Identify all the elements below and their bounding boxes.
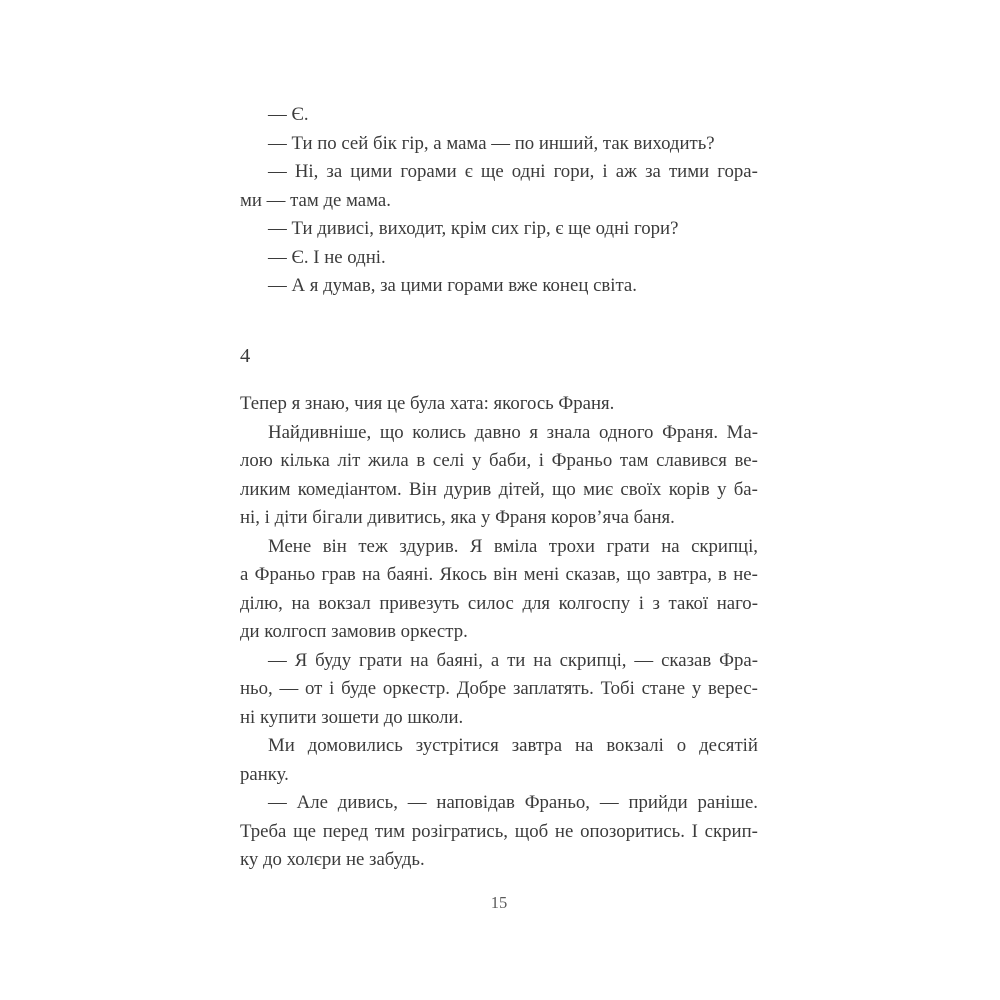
text-line [240,789,758,818]
word: трохи [548,535,595,557]
word: цими [350,161,393,182]
text-line [240,447,758,476]
word: я [529,421,539,443]
word: силос [467,592,514,614]
word: Франьо, [524,792,590,813]
word: славився [656,450,727,471]
word: на [661,535,680,557]
word: наго- [716,592,758,614]
word: горами [400,161,457,182]
text-line: ди колгосп замовив оркестр. [240,621,468,642]
word: — [268,161,287,182]
text-line: ранку. [240,763,289,785]
word: Ні, [294,161,319,182]
word: опозоритись. [580,820,685,842]
word: гора- [717,161,758,182]
word: в [718,564,727,585]
text-line: — Ти дивисі, виходит, крім сих гір, є ще одні гори? [268,218,679,239]
word: Мене [268,535,312,557]
word: за [645,161,661,182]
word: мені [523,564,560,585]
word: такої [668,592,709,614]
word: — [634,649,654,671]
word: Якось [439,564,487,585]
word: дітей, [498,478,545,500]
word: перед [322,820,369,842]
word: і [538,450,545,471]
word: щоб [514,820,549,842]
word: на [291,592,310,614]
section-block [240,390,758,875]
word: комедіантом. [297,478,402,500]
word: за [326,161,343,182]
word: не [554,820,574,842]
word: вокзалі [606,735,664,756]
word: баяні. [386,564,434,585]
word: у [691,678,702,699]
text-line: ні купити зошети до школи. [240,706,464,728]
word: своїх [620,478,662,500]
text-line [240,818,758,847]
text-line: — Ти по сей бік гір, а мама — по инший, так виходить? [268,132,715,154]
word: лою [240,450,273,471]
word: є [464,161,473,182]
text-line [240,533,758,562]
paragraph [240,101,758,130]
text-line [240,647,758,676]
text-line: ми — там де мама. [240,189,391,211]
word: — [407,792,427,813]
paragraph [240,390,758,419]
word: у [471,450,482,471]
word: — [268,649,287,671]
word: жила [367,450,409,471]
word: завтра [511,735,563,756]
word: вокзал [318,592,371,614]
word: знала [546,421,591,443]
word: а [240,564,249,585]
text-line [240,675,758,704]
section-heading: 4 [240,344,251,367]
word: сказав, [565,564,621,585]
word: о [676,735,687,756]
word: колись [412,421,466,443]
paragraph [240,158,758,215]
text-line: — Є. [268,104,309,125]
paragraph [240,244,758,273]
word: що [551,478,576,500]
text-line [240,419,758,448]
word: Франьо [254,564,316,585]
paragraph [240,419,758,533]
word: розігратись, [411,820,508,842]
word: вміла [493,535,538,557]
paragraph [240,272,758,301]
text-line: ку до холєри не забудь. [240,849,425,870]
word: сказав [661,649,712,671]
word: завтра, [656,564,712,585]
word: наповідав [436,792,515,813]
word: одні [511,161,546,182]
word: десятій [699,735,758,756]
word: на [574,735,594,756]
word: Але [296,792,328,813]
word: — [268,792,287,813]
word: привезуть [379,592,460,614]
word: теж [358,535,388,557]
word: в [416,450,426,471]
word: на [362,564,381,585]
word: що [626,564,651,585]
word: у [717,478,727,500]
paragraph [240,215,758,244]
word: він [322,535,347,557]
text-line [240,732,758,761]
paragraph [240,647,758,733]
word: буду [315,649,352,671]
word: Ми [268,735,295,756]
word: тими [668,161,710,182]
word: зустрітися [415,735,499,756]
word: і [602,161,608,182]
word: грати [359,649,403,671]
word: і [638,592,644,614]
word: ньо, [240,678,273,699]
word: селі [432,450,465,471]
word: стане [641,678,686,699]
text-content [240,101,758,875]
word: не- [733,564,758,585]
word: для [522,592,551,614]
word: от [305,678,323,699]
word: а [490,649,500,671]
word: дурив [444,478,492,500]
paragraph [240,789,758,875]
word: ще [480,161,504,182]
word: скрипці, [691,535,758,557]
word: ликим [240,478,291,500]
word: на [533,649,552,671]
word: скрип- [704,820,758,842]
word: прийди [628,792,688,813]
paragraph [240,732,758,789]
word: — [599,792,619,813]
word: ще [293,820,316,842]
word: літ [337,450,361,471]
word: верес- [708,678,758,699]
word: Тобі [600,678,635,699]
text-line: — А я думав, за цими горами вже конец світа. [268,275,637,296]
word: Франьо [551,450,613,471]
word: домовились [307,735,403,756]
word: раніше. [697,792,758,813]
word: з [652,592,660,614]
word: давно [474,421,521,443]
word: здурив. [399,535,459,557]
word: він [493,564,518,585]
word: миє [583,478,614,500]
paragraph [240,533,758,647]
word: кілька [280,450,330,471]
word: ба- [733,478,758,500]
word: Фра- [719,649,758,671]
word: — [279,678,299,699]
word: буде [341,678,377,699]
word: грати [606,535,650,557]
word: ве- [734,450,758,471]
word: баби, [488,450,532,471]
word: одного [598,421,654,443]
word: дивись, [337,792,398,813]
paragraph [240,130,758,159]
word: ти [507,649,526,671]
word: там [619,450,649,471]
word: на [410,649,429,671]
word: і [329,678,335,699]
text-line [240,158,758,187]
text-line: ні, і діти бігали дивитись, яка у Франя коров’яча баня. [240,507,675,528]
word: Я [469,535,483,557]
word: корів [668,478,710,500]
word: скрипці, [559,649,627,671]
page-number: 15 [490,893,508,912]
word: грав [321,564,356,585]
word: Він [408,478,437,500]
word: І [691,820,698,842]
word: заплатять. [512,678,594,699]
word: Треба [240,820,287,842]
word: ділю, [240,592,283,614]
word: баяні, [436,649,483,671]
word: гори, [553,161,595,182]
word: Добре [456,678,507,699]
word: аж [615,161,638,182]
text-line [240,561,758,590]
text-line: Тепер я знаю, чия це була хата: якогось Франя. [240,393,615,414]
word: Найдивніше, [268,421,372,443]
text-line: — Є. І не одні. [268,246,386,268]
word: Франя. [662,421,719,443]
word: оркестр. [382,678,450,699]
word: Я [294,649,308,671]
word: що [379,421,404,443]
word: Ма- [726,421,758,443]
word: колгоспу [558,592,631,614]
text-line [240,476,758,505]
text-line [240,590,758,619]
word: тим [374,820,406,842]
dialogue-block [240,101,758,301]
